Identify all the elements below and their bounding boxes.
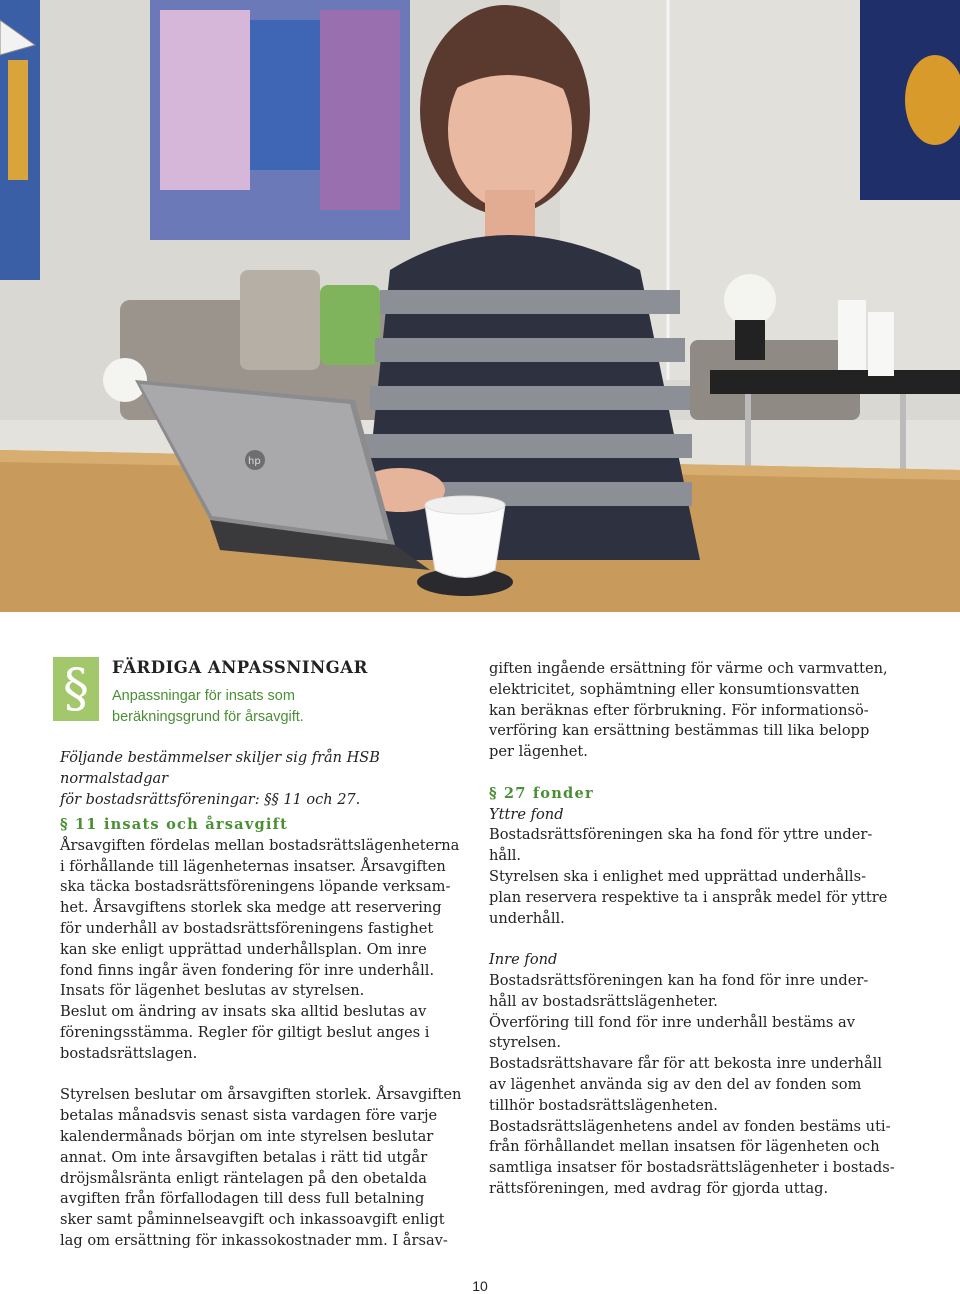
continuation-text xyxy=(489,659,901,763)
right-column xyxy=(489,659,901,1200)
section-symbol-icon: § xyxy=(53,657,99,721)
subtitle-line: Anpassningar för insats som xyxy=(112,688,295,704)
text-line: Bostadsrättsföreningen kan ha fond för inre under- xyxy=(489,971,869,989)
yttre-fond-body xyxy=(489,825,901,929)
text-line: Insats för lägenhet beslutas av styrelsen. xyxy=(60,982,365,1000)
section-title-text: 11 insats och årsavgift xyxy=(74,816,289,833)
inre-fond-title: Inre fond xyxy=(489,951,558,969)
page-number: 10 xyxy=(472,1278,488,1294)
section-11-body-2 xyxy=(60,1085,462,1251)
text-line: Bostadsrättsföreningen ska ha fond för yttre under- xyxy=(489,826,873,844)
section-symbol: § xyxy=(489,784,498,802)
text-line: i förhållande till lägenheternas insatser. Årsavgiften xyxy=(60,857,446,875)
section-symbol: § xyxy=(60,816,69,833)
text-line: rättsföreningen, med avdrag för gjorda uttag. xyxy=(489,1179,829,1197)
text-line: styrelsen. xyxy=(489,1034,562,1052)
text-line: ska täcka bostadsrättsföreningens löpande verksam- xyxy=(60,878,451,896)
woman-at-laptop-photo xyxy=(0,0,960,612)
text-line: Överföring till fond för inre underhåll bestäms av xyxy=(489,1013,855,1031)
subtitle-line: beräkningsgrund för årsavgift. xyxy=(112,709,304,725)
page-title: FÄRDIGA ANPASSNINGAR xyxy=(112,658,368,677)
text-line: plan reservera respektive ta i anspråk medel för yttre xyxy=(489,888,888,906)
text-line: avgiften från förfallodagen till dess full betalning xyxy=(60,1190,425,1208)
section-27-title xyxy=(489,784,901,805)
text-line: Styrelsen ska i enlighet med upprättad underhålls- xyxy=(489,867,867,885)
intro-line: Följande bestämmelser skiljer sig från HSB normalstadgar xyxy=(60,750,380,787)
text-line: sker samt påminnelseavgift och inkassoavgift enligt xyxy=(60,1211,445,1229)
yttre-fond-title: Yttre fond xyxy=(489,805,564,823)
text-line: elektricitet, sophämtning eller konsumtionsvatten xyxy=(489,680,860,698)
text-line: Bostadsrättslägenhetens andel av fonden bestäms uti- xyxy=(489,1117,891,1135)
section-11 xyxy=(60,815,462,1252)
text-line: kan ske enligt upprättad underhållsplan. Om inre xyxy=(60,940,427,958)
section-title-text: 27 fonder xyxy=(503,784,594,802)
text-line: het. Årsavgiftens storlek ska medge att reservering xyxy=(60,899,442,917)
text-line: kan beräknas efter förbrukning. För informationsö- xyxy=(489,701,869,719)
text-line: av lägenhet använda sig av den del av fonden som xyxy=(489,1075,862,1093)
text-line: fond finns ingår även fondering för inre underhåll. xyxy=(60,961,435,979)
intro-text xyxy=(60,748,460,811)
text-line: annat. Om inte årsavgiften betalas i rätt tid utgår xyxy=(60,1148,428,1166)
text-line: Beslut om ändring av insats ska alltid beslutas av xyxy=(60,1003,427,1021)
laptop-logo: hp xyxy=(248,456,261,467)
text-line: föreningsstämma. Regler för giltigt beslut anges i xyxy=(60,1023,430,1041)
text-line: kalendermånads början om inte styrelsen beslutar xyxy=(60,1127,434,1145)
text-line: Styrelsen beslutar om årsavgiften storlek. Årsavgiften xyxy=(60,1086,462,1104)
intro-line: för bostadsrättsföreningar: §§ 11 och 27. xyxy=(60,792,361,808)
text-line: Bostadsrättshavare får för att bekosta inre underhåll xyxy=(489,1055,882,1073)
text-line: Årsavgiften fördelas mellan bostadsrättslägenheterna xyxy=(60,836,460,854)
hero-photo xyxy=(0,0,960,612)
text-line: verföring kan ersättning bestämmas till lika belopp xyxy=(489,722,870,740)
text-line: samtliga insatser för bostadsrättslägenheter i bostads- xyxy=(489,1159,895,1177)
text-line: betalas månadsvis senast sista vardagen före varje xyxy=(60,1107,438,1125)
text-line: håll. xyxy=(489,847,522,865)
section-11-title xyxy=(60,815,462,836)
text-line: håll av bostadsrättslägenheter. xyxy=(489,992,718,1010)
text-line: underhåll. xyxy=(489,909,565,927)
text-line: för underhåll av bostadsrättsföreningens fastighet xyxy=(60,919,434,937)
text-line: dröjsmålsränta enligt räntelagen på den obetalda xyxy=(60,1169,428,1187)
text-line: giften ingående ersättning för värme och varmvatten, xyxy=(489,660,888,677)
page-subtitle xyxy=(112,686,412,728)
text-line: från förhållandet mellan insatsen för lägenheten och xyxy=(489,1138,880,1156)
inre-fond-body xyxy=(489,971,901,1200)
text-line: per lägenhet. xyxy=(489,743,588,761)
text-line: bostadsrättslagen. xyxy=(60,1044,198,1062)
text-line: lag om ersättning för inkassokostnader mm. I årsav- xyxy=(60,1231,448,1249)
text-line: tillhör bostadsrättslägenheten. xyxy=(489,1096,718,1114)
section-11-body xyxy=(60,836,462,1065)
